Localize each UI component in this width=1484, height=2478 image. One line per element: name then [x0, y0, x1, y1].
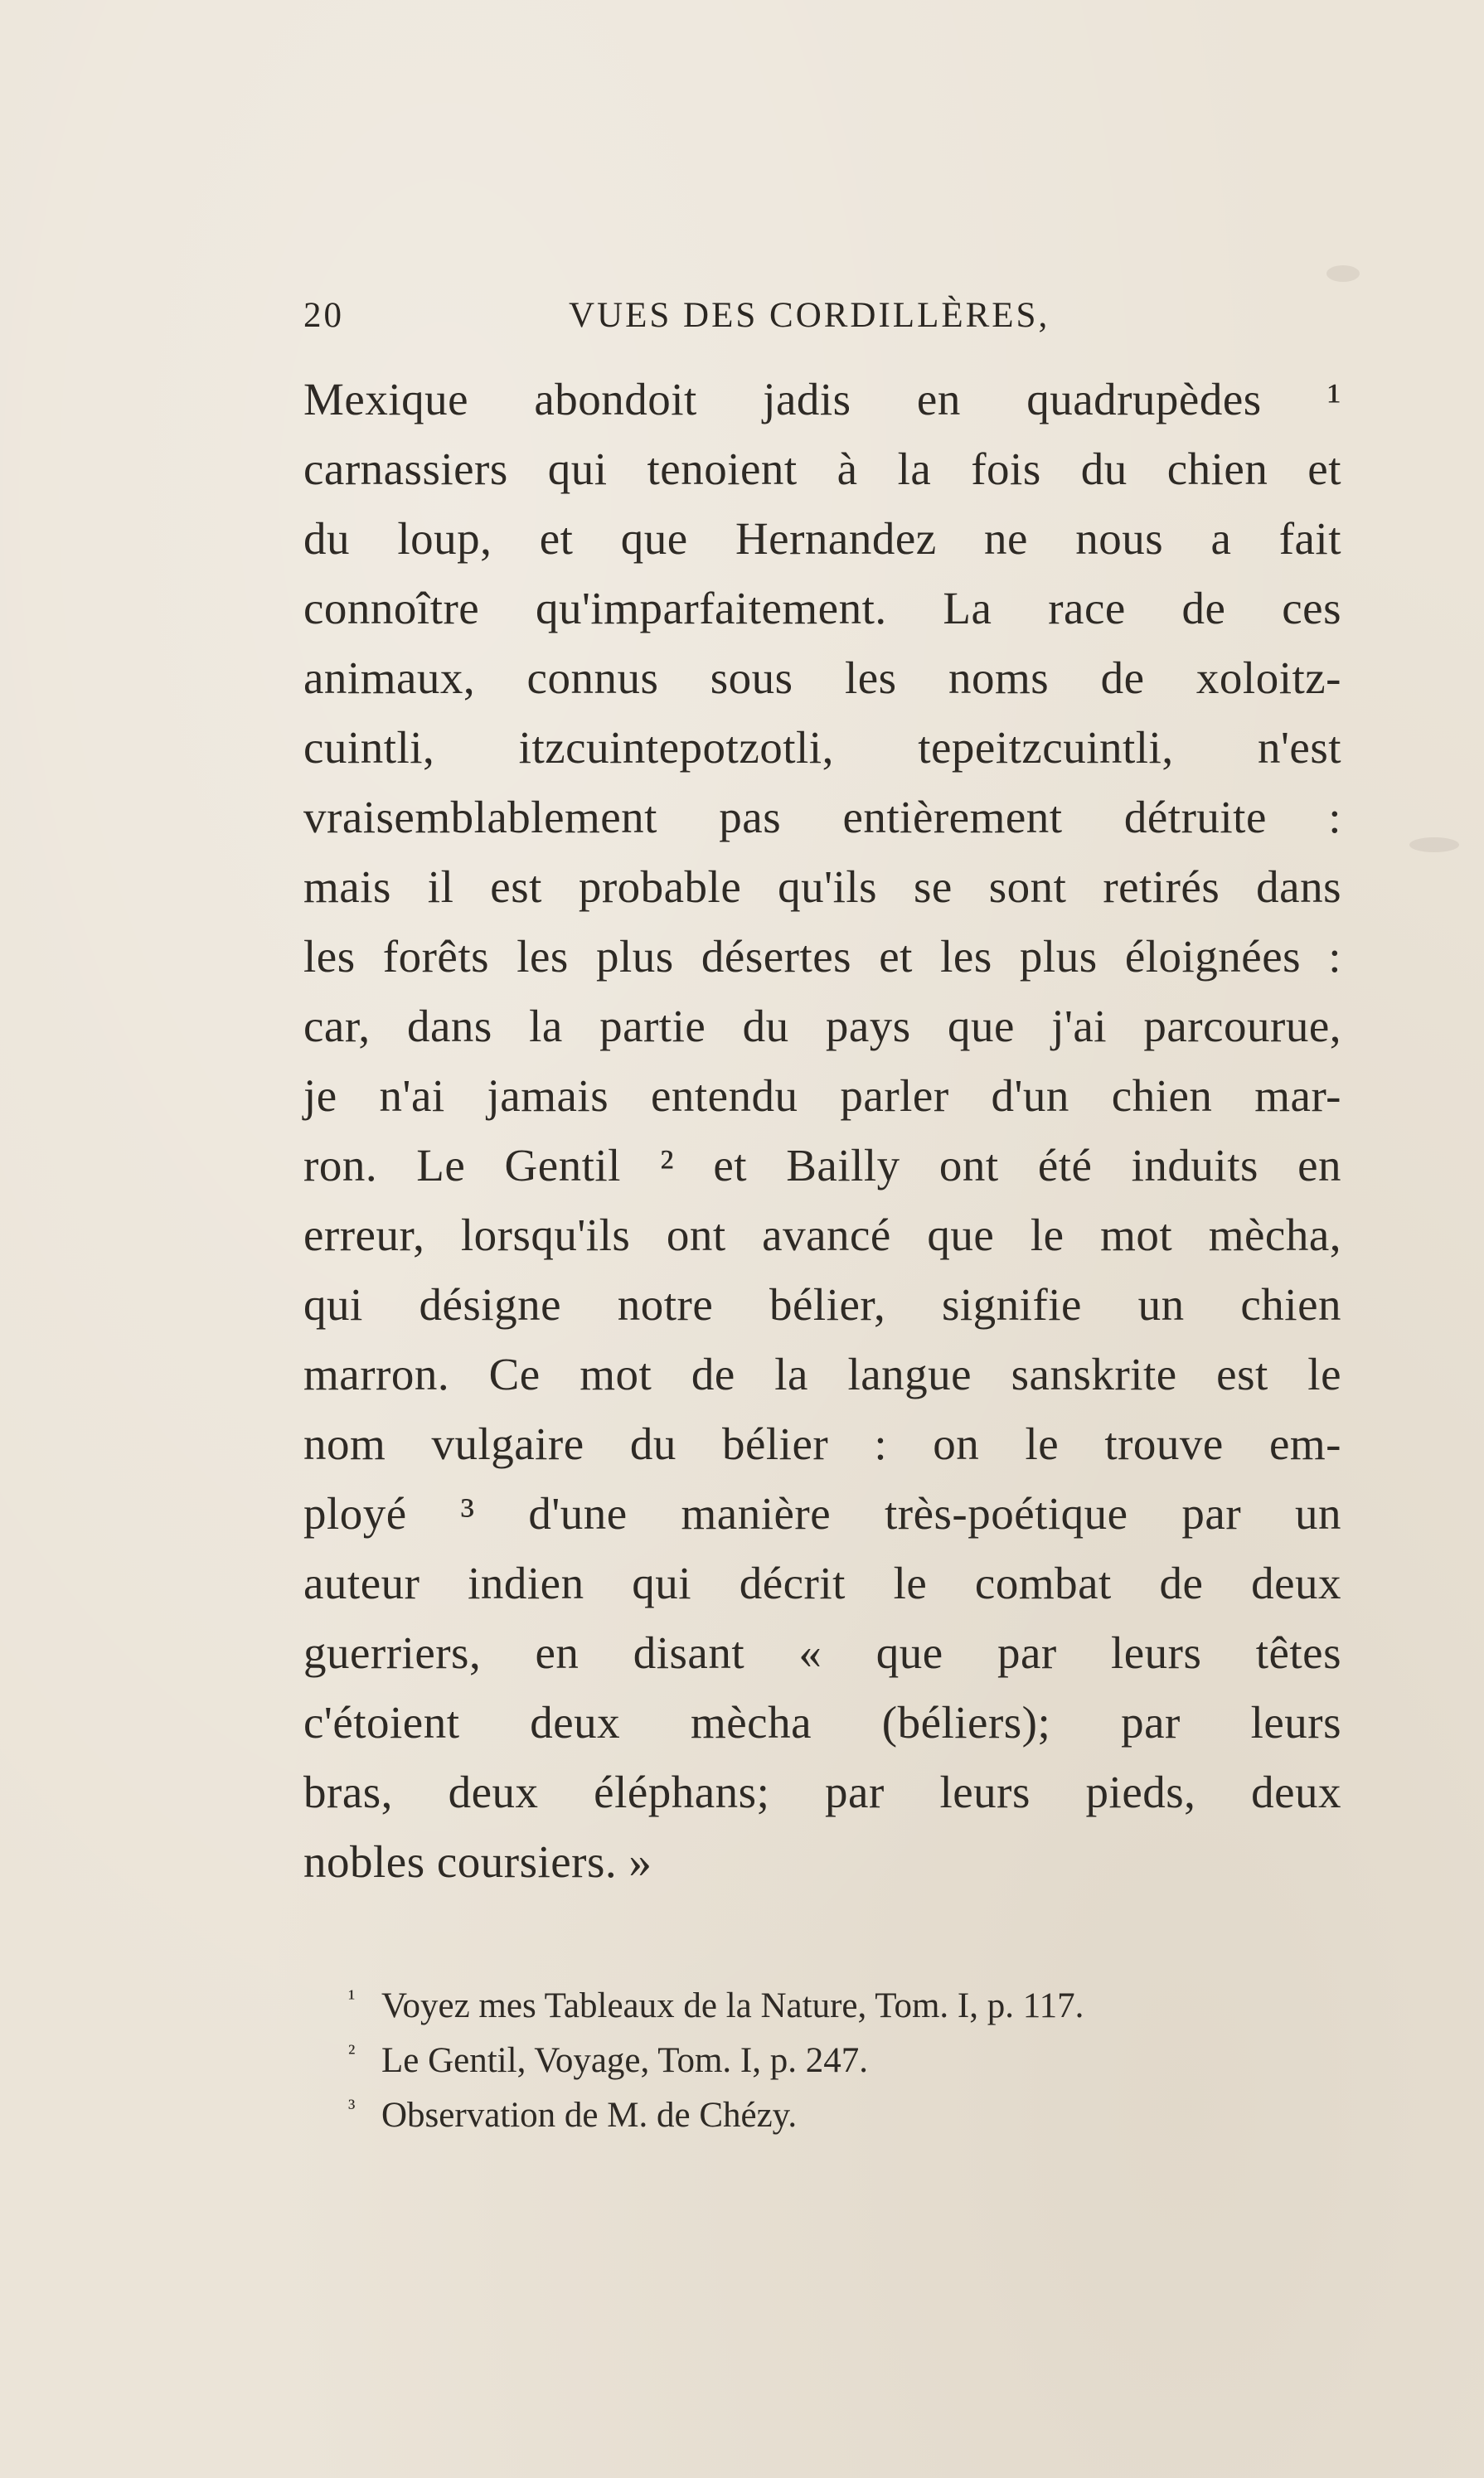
text-line: animaux, connus sous les noms de xoloitz- — [303, 652, 1341, 703]
footnotes — [348, 1971, 1343, 2136]
text-line: vraisemblablement pas entièrement détruite : — [303, 792, 1341, 842]
text-line: erreur, lorsqu'ils ont avancé que le mot mècha, — [303, 1210, 1341, 1260]
text-line: connoître qu'imparfaitement. La race de ces — [303, 583, 1341, 633]
text-line: c'étoient deux mècha (béliers); par leurs — [303, 1697, 1341, 1748]
text-line: guerriers, en disant « que par leurs têtes — [303, 1627, 1341, 1678]
text-line: bras, deux éléphans; par leurs pieds, deux — [303, 1767, 1341, 1817]
text-line: auteur indien qui décrit le combat de deux — [303, 1558, 1341, 1608]
footnote-mark: ³ — [348, 2095, 356, 2121]
footnote-text: Voyez mes Tableaux de la Nature, Tom. I, p. 117. — [381, 1986, 1084, 2025]
text-line: carnassiers qui tenoient à la fois du chien et — [303, 444, 1341, 494]
footnote — [348, 2026, 1343, 2081]
text-line: nom vulgaire du bélier : on le trouve em- — [303, 1418, 1341, 1469]
text-line: marron. Ce mot de la langue sanskrite est le — [303, 1349, 1341, 1399]
text-line: nobles coursiers. » — [303, 1836, 652, 1887]
body-text — [303, 365, 1341, 1897]
text-line: Mexique abondoit jadis en quadrupèdes ¹ — [303, 374, 1341, 424]
text-line: je n'ai jamais entendu parler d'un chien mar- — [303, 1070, 1341, 1121]
page-number: 20 — [303, 296, 344, 335]
text-line: les forêts les plus désertes et les plus éloignées : — [303, 931, 1341, 982]
text-line: ployé ³ d'une manière très-poétique par un — [303, 1488, 1341, 1539]
text-line: du loup, et que Hernandez ne nous a fait — [303, 513, 1341, 564]
paper-stain — [1409, 837, 1459, 852]
footnote-mark: ² — [348, 2040, 356, 2066]
footnote — [348, 1971, 1343, 2026]
running-header — [303, 295, 1240, 345]
text-line: cuintli, itzcuintepotzotli, tepeitzcuintli, n'est — [303, 722, 1341, 773]
text-line: ron. Le Gentil ² et Bailly ont été induits en — [303, 1140, 1341, 1191]
text-line: mais il est probable qu'ils se sont retirés dans — [303, 861, 1341, 912]
footnote-mark: ¹ — [348, 1986, 356, 2011]
paper-stain — [1326, 265, 1360, 282]
footnote-text: Observation de M. de Chézy. — [381, 2096, 798, 2135]
text-line: car, dans la partie du pays que j'ai parcourue, — [303, 1001, 1341, 1051]
running-title: VUES DES CORDILLÈRES, — [569, 296, 1050, 335]
footnote — [348, 2081, 1343, 2136]
footnote-text: Le Gentil, Voyage, Tom. I, p. 247. — [381, 2041, 868, 2080]
text-line: qui désigne notre bélier, signifie un chien — [303, 1279, 1341, 1330]
